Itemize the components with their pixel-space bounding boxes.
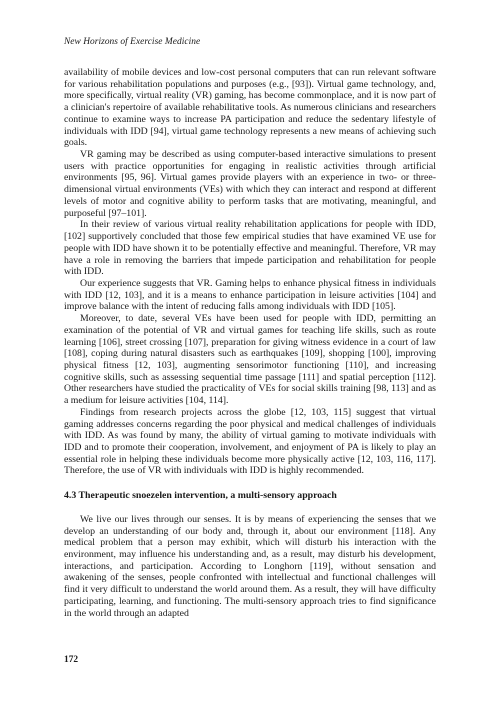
paragraph-senses: We live our lives through our senses. It is by means of experiencing the senses that we develop an understanding of our body and, through it, about our environment [118]. Any medical problem that a person may exhibit, which will disturb his interaction with the environment, may influence his understanding and, as a result, may disturb his development, interactions, and participation. According to Longhorn [119], without sensation and awakening of the senses, people confronted with intellectual and functional challenges will find it very difficult to understand the world around them. As a result, they will have difficulty participating, learning, and functioning. The multi-sensory approach tries to find significance in the world through an adapted — [64, 513, 436, 619]
paragraph-life-skills: Moreover, to date, several VEs have been used for people with IDD, permitting an examination of the potential of VR and virtual games for teaching life skills, such as route learning [106], street crossing [107], preparation for giving witness evidence in a court of law [108], coping during natural disasters such as earthquakes [109], shopping [100], improving physical fitness [12, 103], augmenting sensorimotor functioning [110], and increasing cognitive skills, such as assessing sequential time passage [111] and spatial perception [112]. Other researchers have studied the practicality of VEs for social skills training [98, 113] and as a medium for leisure activities [104, 114]. — [64, 313, 436, 407]
running-head: New Horizons of Exercise Medicine — [64, 37, 201, 47]
body-text — [64, 67, 436, 619]
section-heading: 4.3 Therapeutic snoezelen intervention, a multi-sensory approach — [64, 490, 337, 502]
paragraph-vr-definition: VR gaming may be described as using computer-based interactive simulations to present users with practice opportunities for engaging in realistic activities through artificial environments [95, 96]. Virtual games provide players with an experience in two- or three-dimensional virtual environments (VEs) with which they can interact and respond at different levels of motor and cognitive ability to perform tasks that are motivating, meaningful, and purposeful [97–101]. — [64, 149, 436, 219]
paragraph-continued: availability of mobile devices and low-cost personal computers that can run relevant software for various rehabilitation populations and purposes (e.g., [93]). Virtual game technology, and, more specifically, virtual reality (VR) gaming, has become commonplace, and it is now part of a clinician's repertoire of available rehabilitative tools. As numerous clinicians and researchers continue to examine ways to increase PA participation and reduce the sedentary lifestyle of individuals with IDD [94], virtual game technology represents a new means of achieving such goals. — [64, 67, 436, 149]
paragraph-experience: Our experience suggests that VR. Gaming helps to enhance physical fitness in individuals with IDD [12, 103], and it is a means to enhance participation in leisure activities [104] and improve balance with the intent of reducing falls among individuals with IDD [105]. — [64, 277, 436, 313]
paragraph-review: In their review of various virtual reality rehabilitation applications for people with IDD, [102] supportively concluded that those few empirical studies that have examined VE use for people with IDD have shown it to be potentially effective and meaningful. Therefore, VR may have a role in removing the barriers that impede participation and rehabilitation for people with IDD. — [64, 219, 436, 278]
paragraph-findings: Findings from research projects across the globe [12, 103, 115] suggest that virtual gaming addresses concerns regarding the poor physical and medical challenges of individuals with IDD. As was found by many, the ability of virtual gaming to motivate individuals with IDD and to promote their cooperation, involvement, and enjoyment of PA is likely to play an essential role in helping these individuals become more physically active [12, 103, 116, 117]. Therefore, the use of VR with individuals with IDD is highly recommended. — [64, 406, 436, 477]
page-number: 172 — [64, 655, 79, 665]
